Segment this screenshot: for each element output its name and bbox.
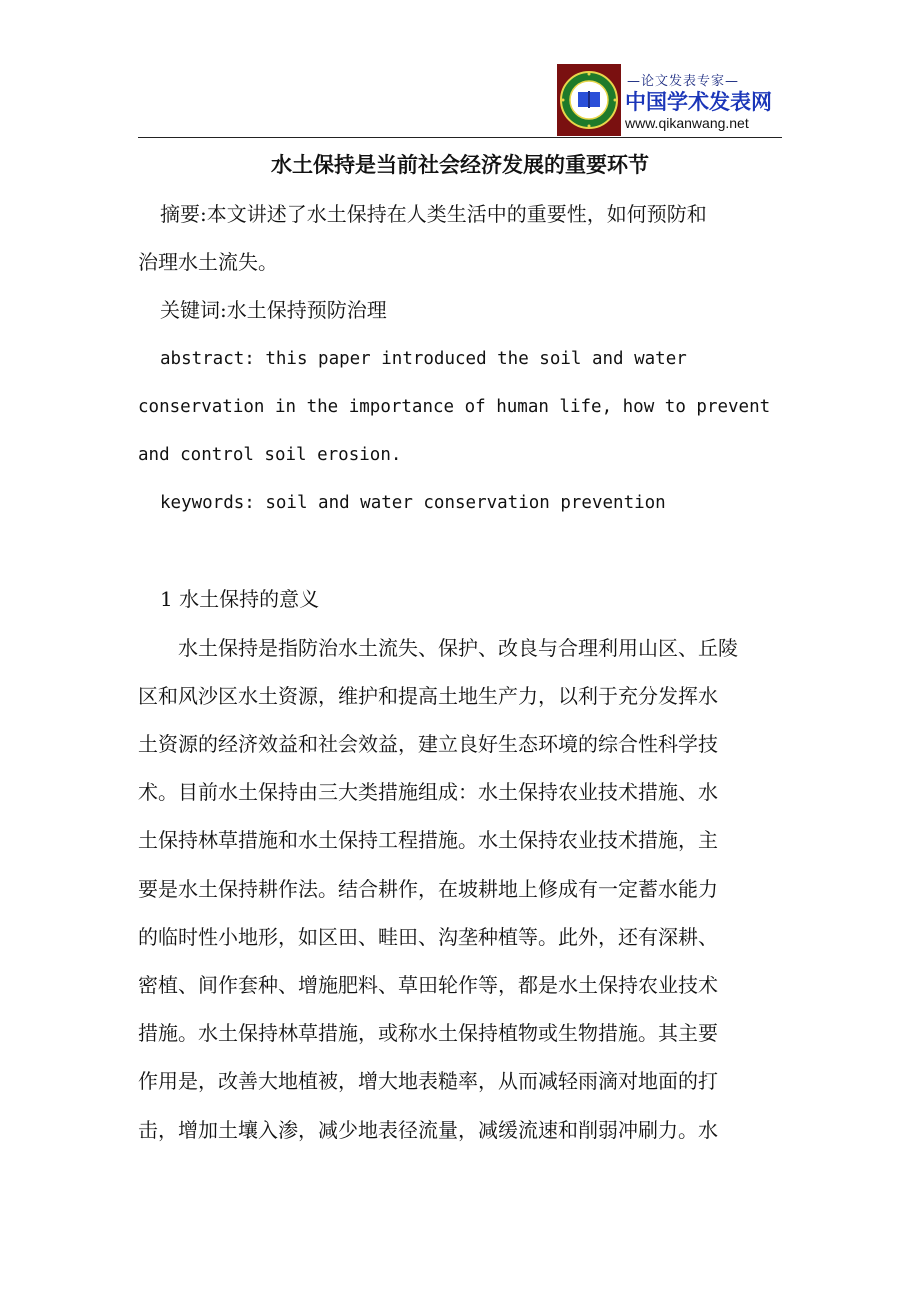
brand-slogan: —论文发表专家— xyxy=(627,73,740,89)
paragraph-line: 水土保持是指防治水土流失、保护、改良与合理利用山区、丘陵 xyxy=(178,635,738,660)
paragraph-line: 作用是，改善大地植被，增大地表糙率，从而减轻雨滴对地面的打 xyxy=(138,1069,718,1094)
publisher-logo xyxy=(557,64,781,136)
paragraph-line: 击，增加土壤入渗，减少地表径流量，减缓流速和削弱冲刷力。水 xyxy=(138,1117,718,1142)
keywords-cn: 关键词:水土保持预防治理 xyxy=(160,298,387,323)
brand-url: www.qikanwang.net xyxy=(625,114,749,131)
paragraph-line: 术。目前水土保持由三大类措施组成：水土保持农业技术措施、水 xyxy=(138,780,718,805)
abstract-cn-line: 摘要:本文讲述了水土保持在人类生活中的重要性，如何预防和 xyxy=(160,202,707,226)
paragraph-line: 土资源的经济效益和社会效益，建立良好生态环境的综合性科学技 xyxy=(138,732,718,757)
paragraph-line: 土保持林草措施和水土保持工程措施。水土保持农业技术措施，主 xyxy=(138,828,718,853)
spacer xyxy=(138,527,768,575)
abstract-cn-line: 治理水土流失。 xyxy=(138,250,278,275)
abstract-en-line: conservation in the importance of human life, how to prevent xyxy=(138,396,771,417)
abstract-en-line: abstract: this paper introduced the soil and water xyxy=(160,348,687,369)
brand-name: 中国学术发表网 xyxy=(625,89,772,114)
paragraph-line: 密植、间作套种、增施肥料、草田轮作等，都是水土保持农业技术 xyxy=(138,973,718,998)
paragraph-line: 措施。水土保持林草措施，或称水土保持植物或生物措施。其主要 xyxy=(138,1021,718,1046)
keywords-en: keywords: soil and water conservation prevention xyxy=(160,493,666,514)
header-divider xyxy=(138,137,782,138)
brand-block xyxy=(621,64,781,136)
paragraph-line: 的临时性小地形，如区田、畦田、沟垄种植等。此外，还有深耕、 xyxy=(138,924,718,949)
document-title: 水土保持是当前社会经济发展的重要环节 xyxy=(271,152,649,177)
paragraph-line: 要是水土保持耕作法。结合耕作，在坡耕地上修成有一定蓄水能力 xyxy=(138,876,718,901)
paragraph-line: 区和风沙区水土资源，维护和提高土地生产力，以利于充分发挥水 xyxy=(138,683,718,708)
document-body xyxy=(138,190,771,1154)
seal-emblem-icon xyxy=(557,64,621,136)
abstract-en-line: and control soil erosion. xyxy=(138,445,402,466)
section-heading: 1 水土保持的意义 xyxy=(160,587,320,612)
